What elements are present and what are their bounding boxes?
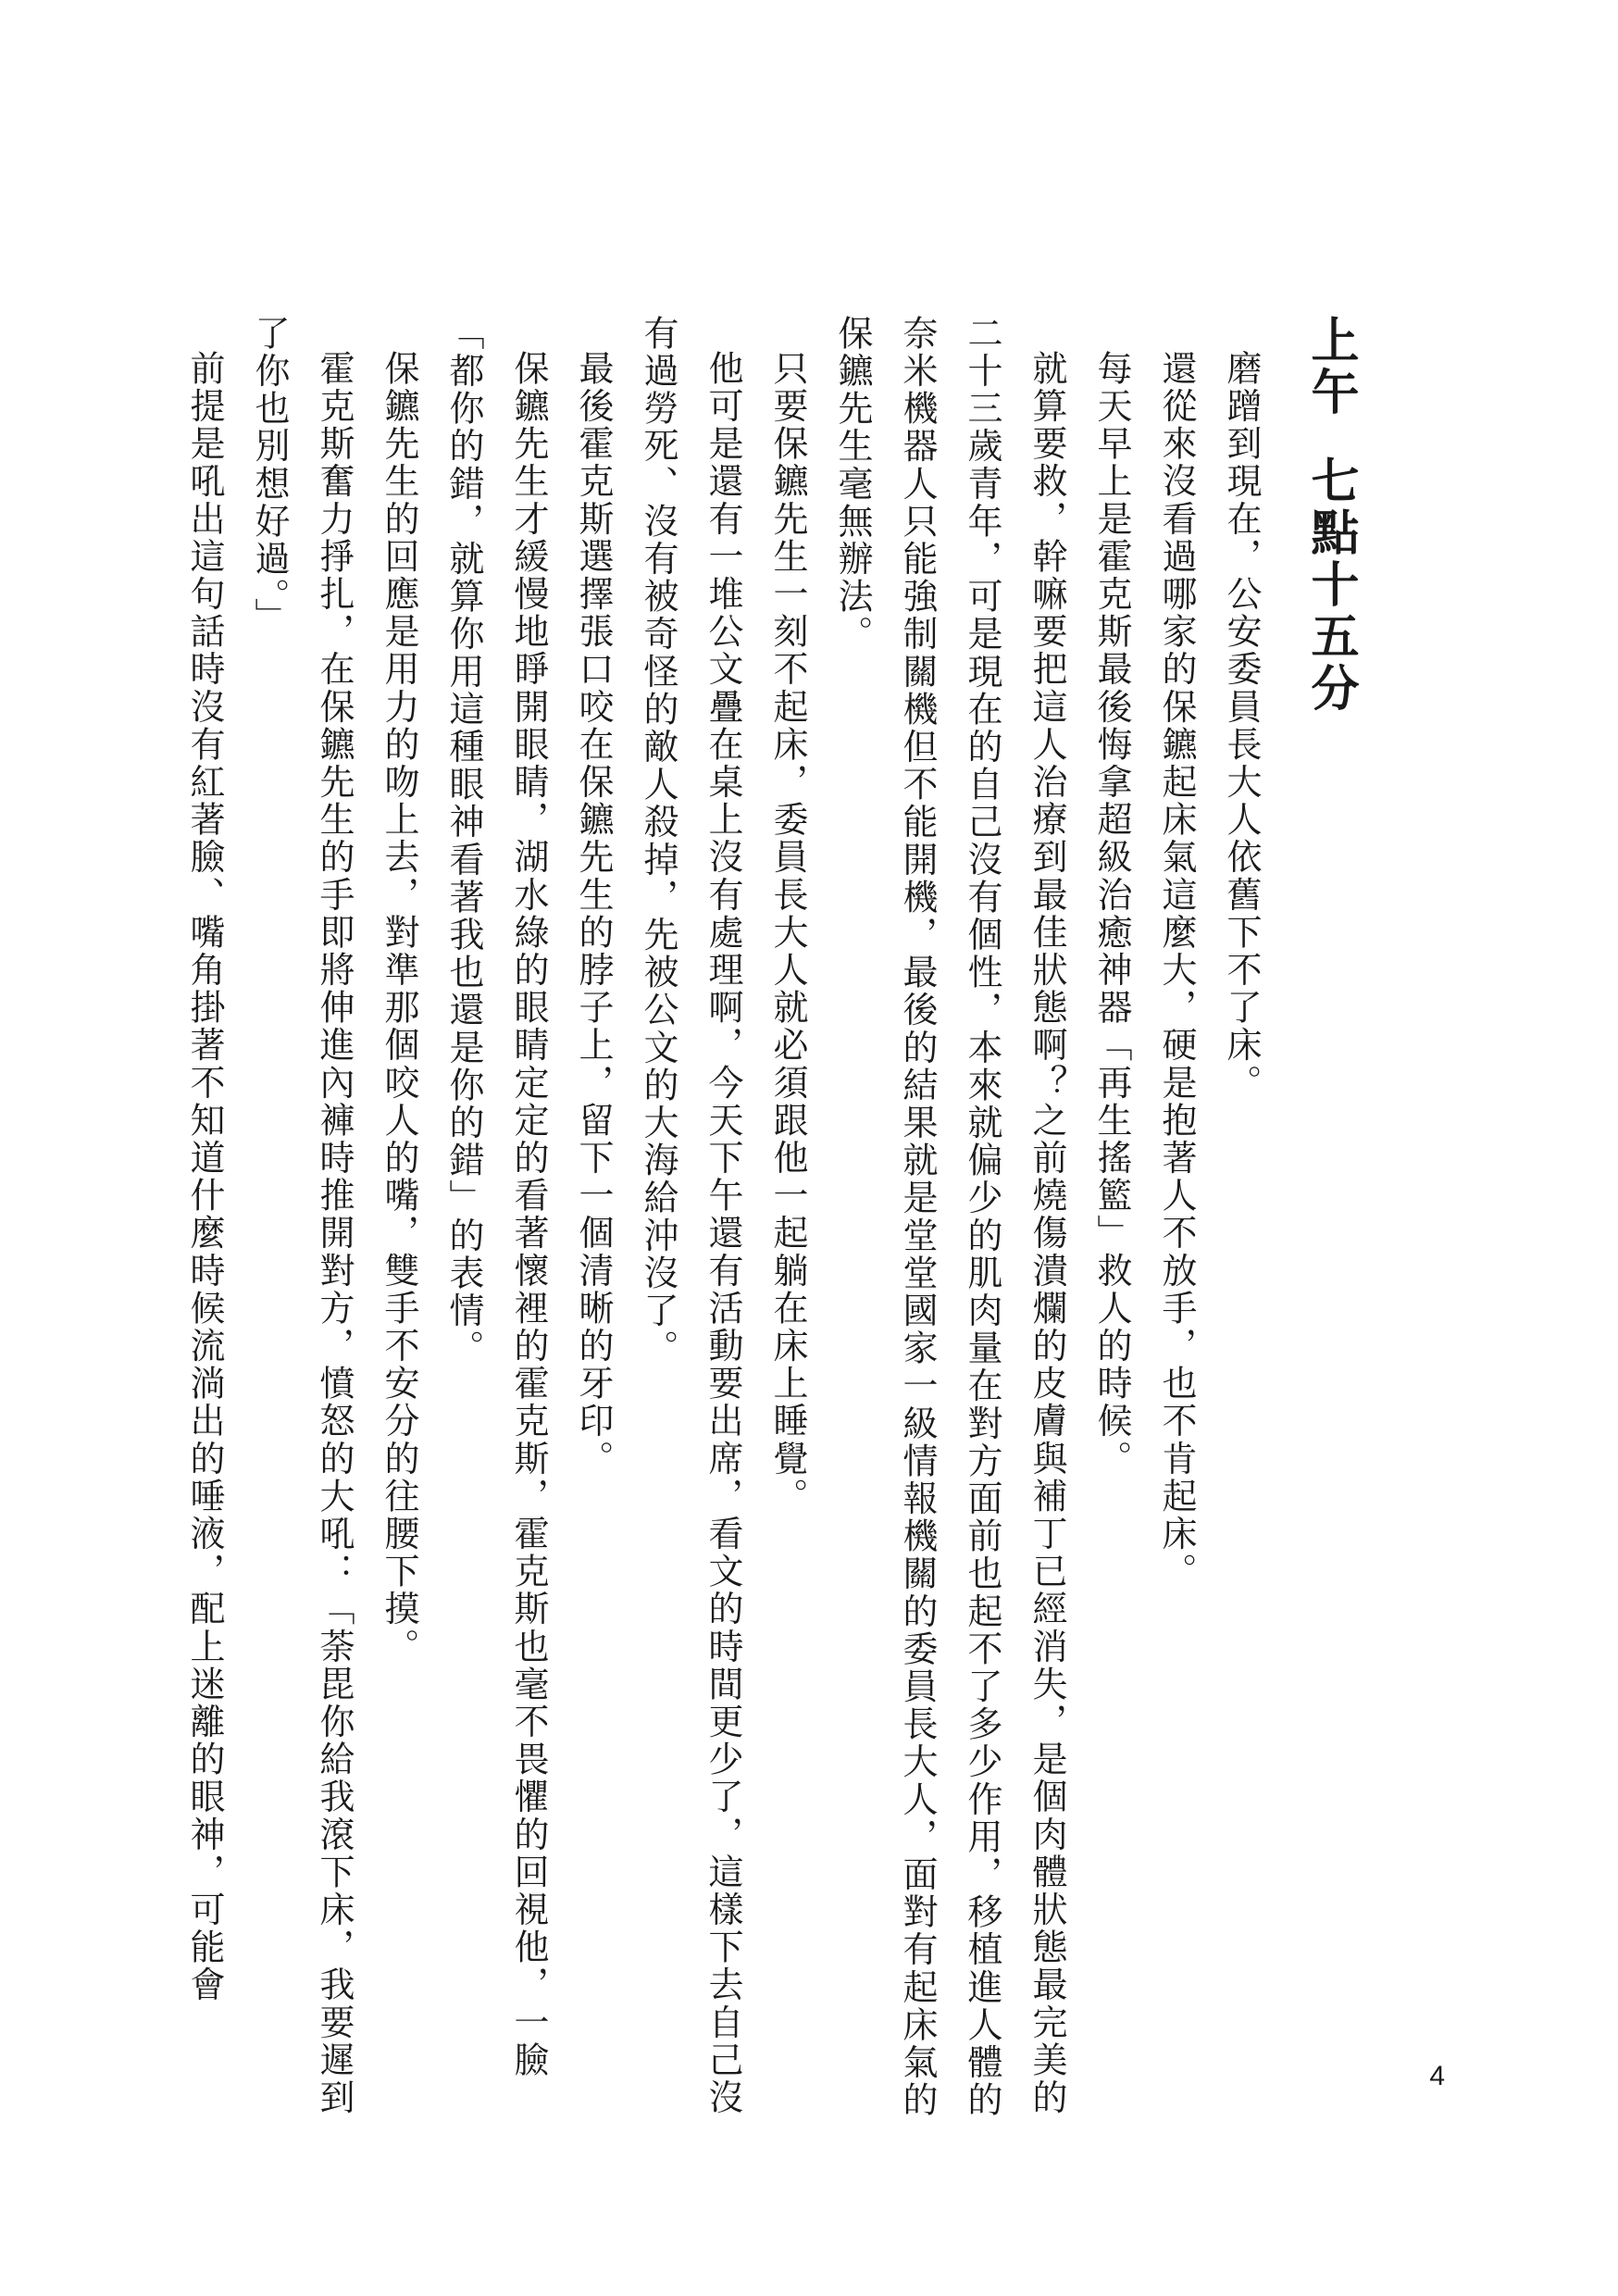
paragraph: 就算要救，幹嘛要把這人治療到最佳狀態啊？之前燒傷潰爛的皮膚與補丁已經消失，是個肉體狀態最完美的二十三歲青年，可是現在的自己沒有個性，本來就偏少的肌肉量在對方面前也起不了多少作用，移植進人體的奈米機器人只能強制關機但不能開機，最後的結果就是堂堂國家一級情報機關的委員長大人，面對有起床氣的保鑣先生毫無辦法。	[832, 315, 1067, 2119]
paragraph: 保鑣先生的回應是用力的吻上去，對準那個咬人的嘴，雙手不安分的往腰下摸。	[379, 350, 419, 1666]
vertical-text-body	[172, 315, 1381, 2129]
heading-time: 七點十五分	[1302, 455, 1358, 715]
paragraph: 霍克斯奮力掙扎，在保鑣先生的手即將伸進內褲時推開對方，憤怒的大吼：「荼毘你給我滾下床，我要遲到了你也別想好過。」	[249, 315, 355, 2117]
paragraph: 前提是吼出這句話時沒有紅著臉、嘴角掛著不知道什麼時候流淌出的唾液，配上迷離的眼神，可能會	[184, 350, 225, 2004]
paragraph: 磨蹭到現在，公安委員長大人依舊下不了床。	[1221, 350, 1262, 1102]
paragraph: 最後霍克斯選擇張口咬在保鑣先生的脖子上，留下一個清晰的牙印。	[573, 350, 614, 1478]
paragraph: 只要保鑣先生一刻不起床，委員長大人就必須跟他一起躺在床上睡覺。	[767, 350, 808, 1516]
heading-gap	[1330, 418, 1331, 455]
paragraph: 還從來沒看過哪家的保鑣起床氣這麼大，硬是抱著人不放手，也不肯起床。	[1156, 350, 1197, 1591]
paragraph: 每天早上是霍克斯最後悔拿超級治癒神器「再生搖籃」救人的時候。	[1091, 350, 1132, 1478]
paragraph: 保鑣先生才緩慢地睜開眼睛，湖水綠的眼睛定定的看著懷裡的霍克斯，霍克斯也毫不畏懼的回視他，一臉「都你的錯，就算你用這種眼神看著我也還是你的錯」的表情。	[443, 315, 549, 2079]
page-number: 4	[1429, 2061, 1445, 2091]
paragraph: 他可是還有一堆公文疊在桌上沒有處理啊，今天下午還有活動要出席，看文的時間更少了，這樣下去自己沒有過勞死、沒有被奇怪的敵人殺掉，先被公文的大海給沖沒了。	[638, 315, 743, 2117]
heading-time-of-day: 上午	[1302, 315, 1358, 418]
chapter-heading	[1279, 315, 1381, 2129]
